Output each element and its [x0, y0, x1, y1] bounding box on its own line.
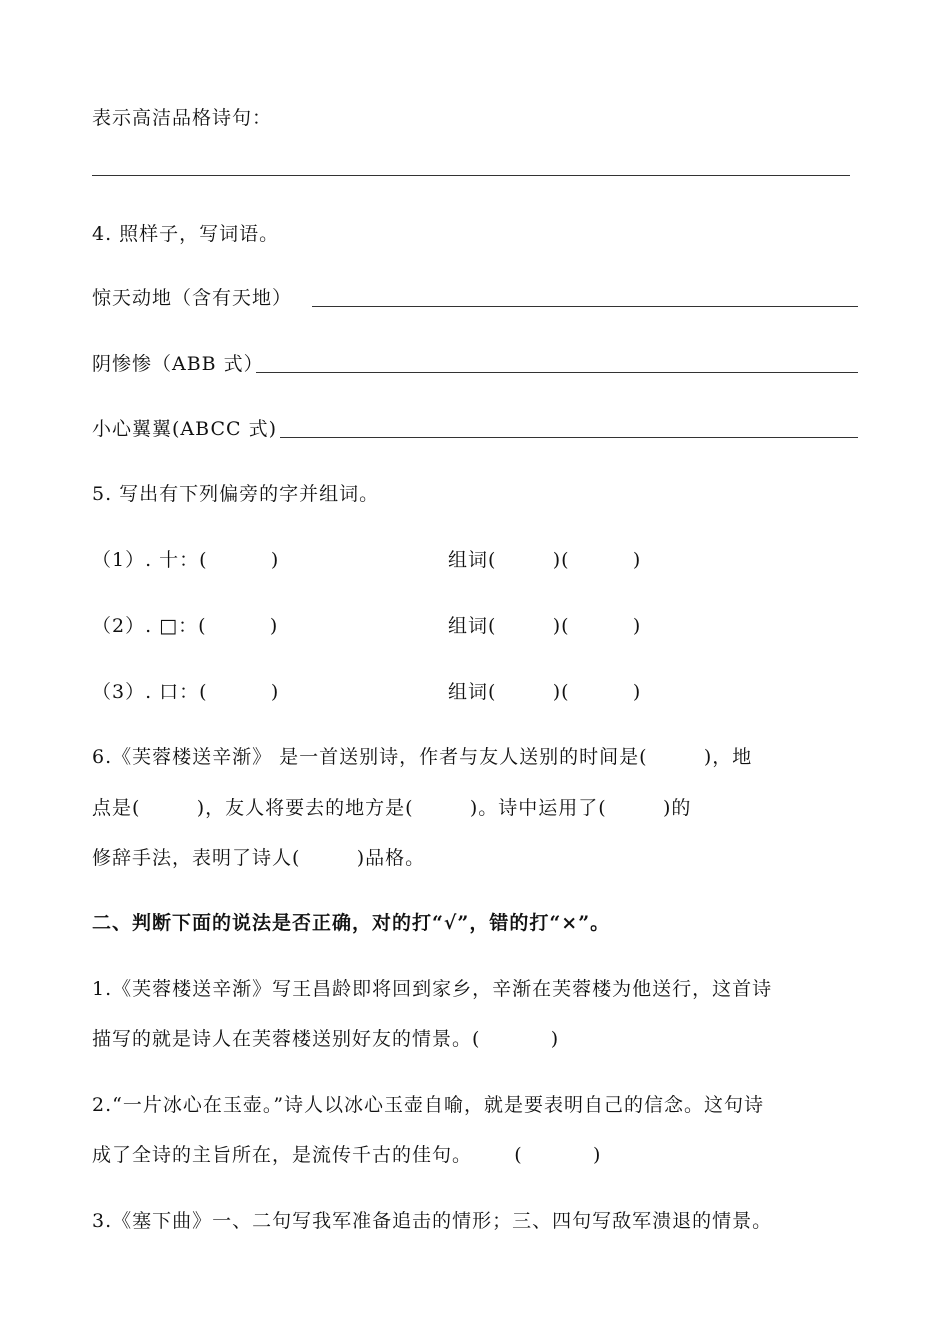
q4-item-b-label: 阴惨惨（ABB 式）: [92, 353, 264, 375]
answer-line: [92, 175, 850, 176]
q4-item-c-answer-line[interactable]: [280, 437, 858, 438]
q5-item-2-words: 组词( )( ): [448, 615, 642, 637]
q4-item-c-label: 小心翼翼(ABCC 式): [92, 418, 277, 440]
q5-item-1-words: 组词( )( ): [448, 549, 642, 571]
q5-item-1-radical: （1）. 十：( ): [92, 549, 280, 571]
q5-item-3-radical: （3）. 口：( ): [92, 681, 280, 703]
q5-item-2-radical: （2）. □：( ): [92, 615, 279, 637]
poem-line-label: 表示高洁品格诗句：: [92, 107, 273, 129]
q4-item-b-answer-line[interactable]: [256, 372, 858, 373]
judge-3-line-1: 3.《塞下曲》一、二句写我军准备追击的情形；三、四句写敌军溃退的情景。: [92, 1210, 773, 1232]
q4-item-a-label: 惊天动地（含有天地）: [92, 287, 293, 309]
q5-item-3-words: 组词( )( ): [448, 681, 642, 703]
judge-1-line-1: 1.《芙蓉楼送辛渐》写王昌龄即将回到家乡，辛渐在芙蓉楼为他送行，这首诗: [92, 978, 773, 1000]
question-4-title: 4. 照样子，写词语。: [92, 223, 280, 245]
judge-2-line-1: 2.“一片冰心在玉壶。”诗人以冰心玉壶自喻，就是要表明自己的信念。这句诗: [92, 1094, 765, 1116]
judge-1-line-2: 描写的就是诗人在芙蓉楼送别好友的情景。( ): [92, 1028, 560, 1050]
question-6-line-1: 6.《芙蓉楼送辛渐》 是一首送别诗，作者与友人送别的时间是( )，地: [92, 746, 753, 768]
section-2-title: 二、判断下面的说法是否正确，对的打“√”，错的打“×”。: [92, 912, 611, 934]
question-6-line-2: 点是( )，友人将要去的地方是( )。诗中运用了( )的: [92, 797, 692, 819]
question-6-line-3: 修辞手法，表明了诗人( )品格。: [92, 847, 426, 869]
question-5-title: 5. 写出有下列偏旁的字并组词。: [92, 483, 380, 505]
judge-2-line-2: 成了全诗的主旨所在，是流传千古的佳句。 ( ): [92, 1144, 602, 1166]
q4-item-a-answer-line[interactable]: [312, 306, 858, 307]
